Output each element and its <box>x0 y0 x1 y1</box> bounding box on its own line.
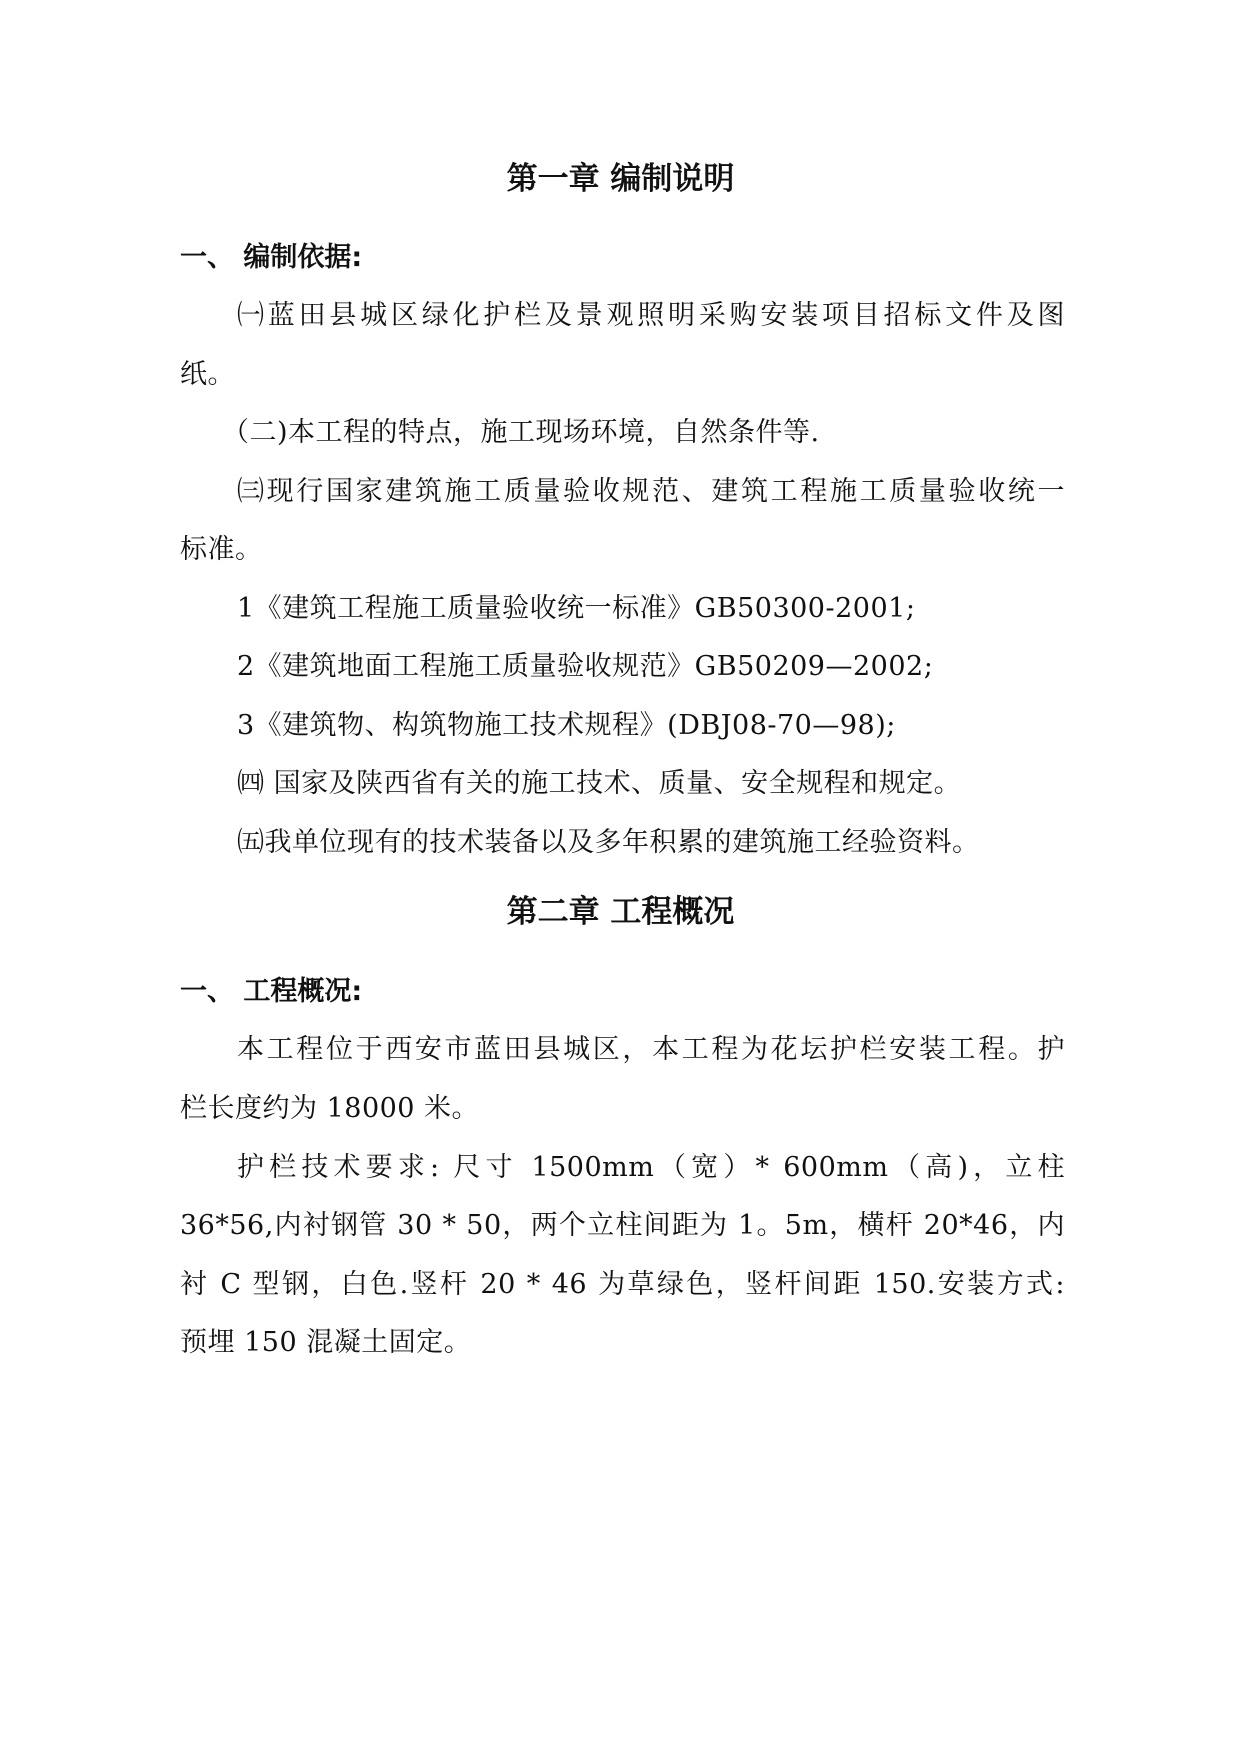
paragraph-line: 栏长度约为 18000 米。 <box>180 1093 480 1124</box>
paragraph-line: ㈢现行国家建筑施工质量验收规范、建筑工程施工质量验收统一 <box>237 476 1065 507</box>
list-item: ㈣ 国家及陕西省有关的施工技术、质量、安全规程和规定。 <box>237 768 962 799</box>
paragraph-line: 纸。 <box>180 359 235 390</box>
chapter-title: 第二章 工程概况 <box>506 894 735 930</box>
paragraph-line: 护栏技术要求: 尺寸 1500mm（宽）* 600mm（高)，立柱 <box>237 1152 1065 1183</box>
chapter-title: 第一章 编制说明 <box>506 161 735 197</box>
list-item: ㈤我单位现有的技术装备以及多年积累的建筑施工经验资料。 <box>237 827 980 858</box>
paragraph-line: 预埋 150 混凝土固定。 <box>180 1327 472 1358</box>
paragraph-line: （二)本工程的特点，施工现场环境，自然条件等. <box>222 417 820 448</box>
paragraph-line: 本工程位于西安市蓝田县城区，本工程为花坛护栏安装工程。护 <box>237 1034 1065 1065</box>
list-item: 1《建筑工程施工质量验收统一标准》GB50300-2001; <box>237 593 916 624</box>
paragraph-line: 36*56,内衬钢管 30 * 50，两个立柱间距为 1。5m，横杆 20*46，内 <box>180 1210 1065 1241</box>
section-heading: 一、 工程概况: <box>180 976 363 1007</box>
paragraph-line: ㈠蓝田县城区绿化护栏及景观照明采购安装项目招标文件及图 <box>237 300 1065 331</box>
paragraph-line: 标准。 <box>180 534 263 565</box>
list-item: 3《建筑物、构筑物施工技术规程》(DBJ08-70—98); <box>237 710 896 741</box>
list-item: 2《建筑地面工程施工质量验收规范》GB50209—2002; <box>237 651 934 682</box>
paragraph-line: 衬 C 型钢，白色.竖杆 20 * 46 为草绿色，竖杆间距 150.安装方式: <box>180 1269 1065 1300</box>
section-heading: 一、 编制依据: <box>180 242 363 273</box>
